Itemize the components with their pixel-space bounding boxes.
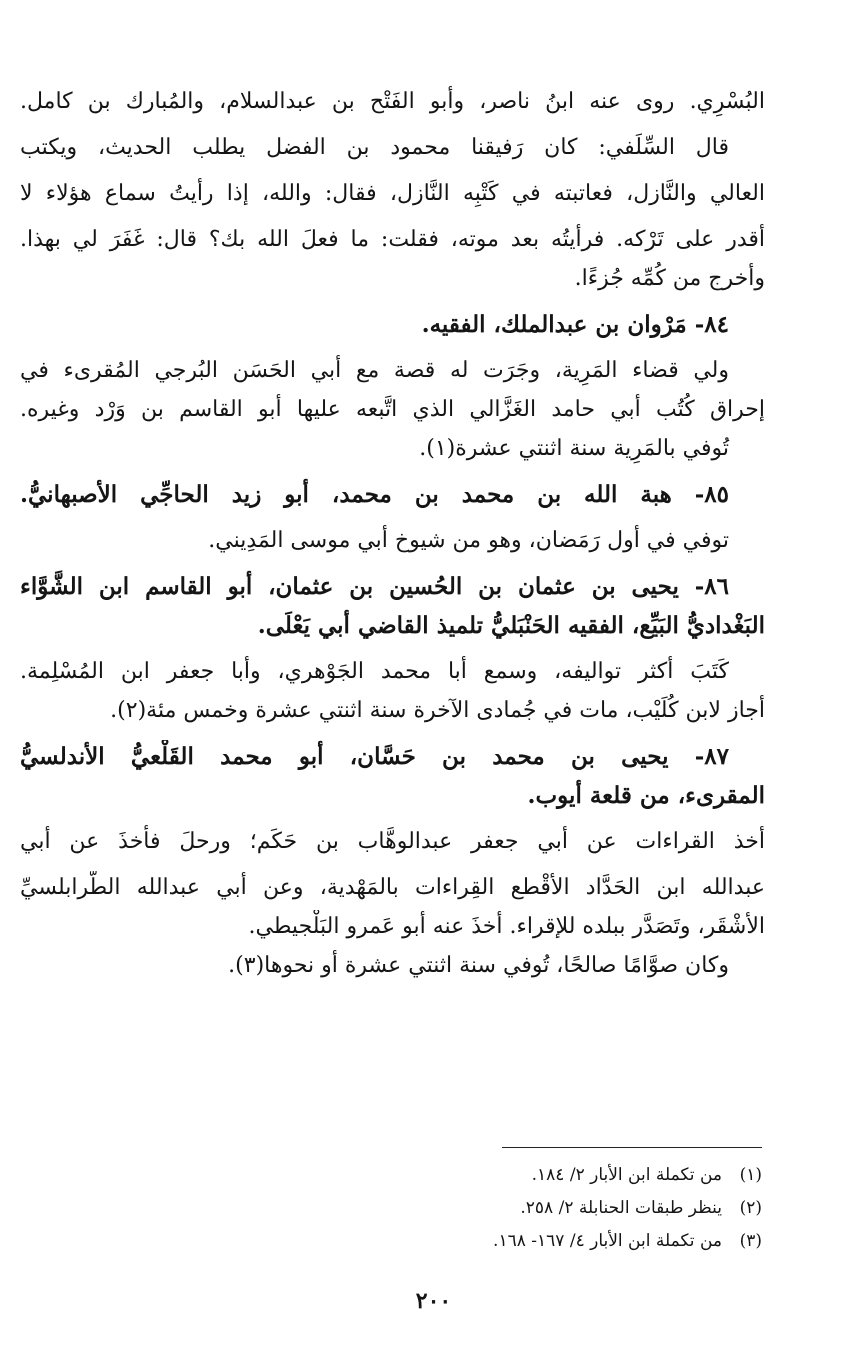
text-line: ولي قضاء المَرِية، وجَرَت له قصة مع أبي الحَسَن البُرجي المُقرىء في xyxy=(20,358,729,383)
footnote xyxy=(300,1162,762,1188)
page-number: ٢٠٠ xyxy=(415,1288,452,1314)
text-line: قال السِّلَفي: كان رَفيقنا محمود بن الفضل يطلب الحديث، ويكتب xyxy=(20,135,729,160)
text-line: تُوفي بالمَرِية سنة اثنتي عشرة(١). xyxy=(419,436,729,461)
text-line: وأخرج من كُمِّه جُزءًا. xyxy=(574,266,765,291)
text-line: البُسْرِي. روى عنه ابنُ ناصر، وأبو الفَتْح بن عبدالسلام، والمُبارك بن كامل. xyxy=(20,89,765,114)
text-line: الأشْقَر، وتَصَدَّر ببلده للإقراء. أخذَ عنه أبو عَمرو البَلْجيطي. xyxy=(248,914,765,939)
entry-heading-87-cont: المقرىء، من قلعة أيوب. xyxy=(527,782,765,809)
text-line: عبدالله ابن الحَدَّاد الأقْطع القِراءات بالمَهْدية، وعن أبي عبدالله الطَّرابلسيِّ xyxy=(20,875,765,900)
footnote-text: ينظر طبقات الحنابلة ٢/ ٢٥٨. xyxy=(520,1198,722,1218)
text-line: أجاز لابن كُلَيْب، مات في جُمادى الآخرة سنة اثنتي عشرة وخمس مئة(٢). xyxy=(110,698,765,723)
text-line: العالي والنَّازل، فعاتبته في كَتْبِه النَّازل، فقال: والله، إذا رأيتُ سماع هؤلاء لا xyxy=(20,181,765,206)
text-line: إحراق كُتُب أبي حامد الغَزَّالي الذي اتَّبعه عليها أبو القاسم بن وَرْد وغيره. xyxy=(20,397,765,422)
entry-heading-86: ٨٦- يحيى بن عثمان بن الحُسين بن عثمان، أبو القاسم ابن الشَّوَّاء xyxy=(20,573,729,600)
footnote xyxy=(300,1228,762,1254)
entry-heading-84: ٨٤- مَرْوان بن عبدالملك، الفقيه. xyxy=(421,311,729,338)
footnote-number: (٣) xyxy=(739,1231,762,1251)
footnote-number: (١) xyxy=(739,1165,762,1185)
entry-heading-86-cont: البَغْداديُّ البَيِّع، الفقيه الحَنْبَليُّ تلميذ القاضي أبي يَعْلَى. xyxy=(257,612,765,639)
text-line: أخذ القراءات عن أبي جعفر عبدالوهَّاب بن حَكَم؛ ورحلَ فأخذَ عن أبي xyxy=(20,829,765,854)
text-line: وكان صوَّامًا صالحًا، تُوفي سنة اثنتي عشرة أو نحوها(٣). xyxy=(228,953,729,978)
footnote-text: من تكملة ابن الأبار ٤/ ١٦٧- ١٦٨. xyxy=(493,1231,722,1251)
footnote-separator xyxy=(502,1147,762,1148)
text-line: كَتَبَ أكثر تواليفه، وسمع أبا محمد الجَوْهري، وأبا جعفر ابن المُسْلِمة. xyxy=(20,659,729,684)
text-line: أقدر على تَرْكه. فرأيتُه بعد موته، فقلت: ما فعلَ الله بك؟ قال: غَفَرَ لي بهذا. xyxy=(20,227,765,252)
entry-heading-85: ٨٥- هبة الله بن محمد بن محمد، أبو زيد الحاجِّي الأصبهانيُّ. xyxy=(20,481,729,508)
footnote xyxy=(300,1195,762,1221)
footnote-text: من تكملة ابن الأبار ٢/ ١٨٤. xyxy=(531,1165,722,1185)
text-line: توفي في أول رَمَضان، وهو من شيوخ أبي موسى المَدِيني. xyxy=(208,528,729,553)
footnote-number: (٢) xyxy=(739,1198,762,1218)
entry-heading-87: ٨٧- يحيى بن محمد بن حَسَّان، أبو محمد القَلْعيُّ الأندلسيُّ xyxy=(20,743,729,770)
